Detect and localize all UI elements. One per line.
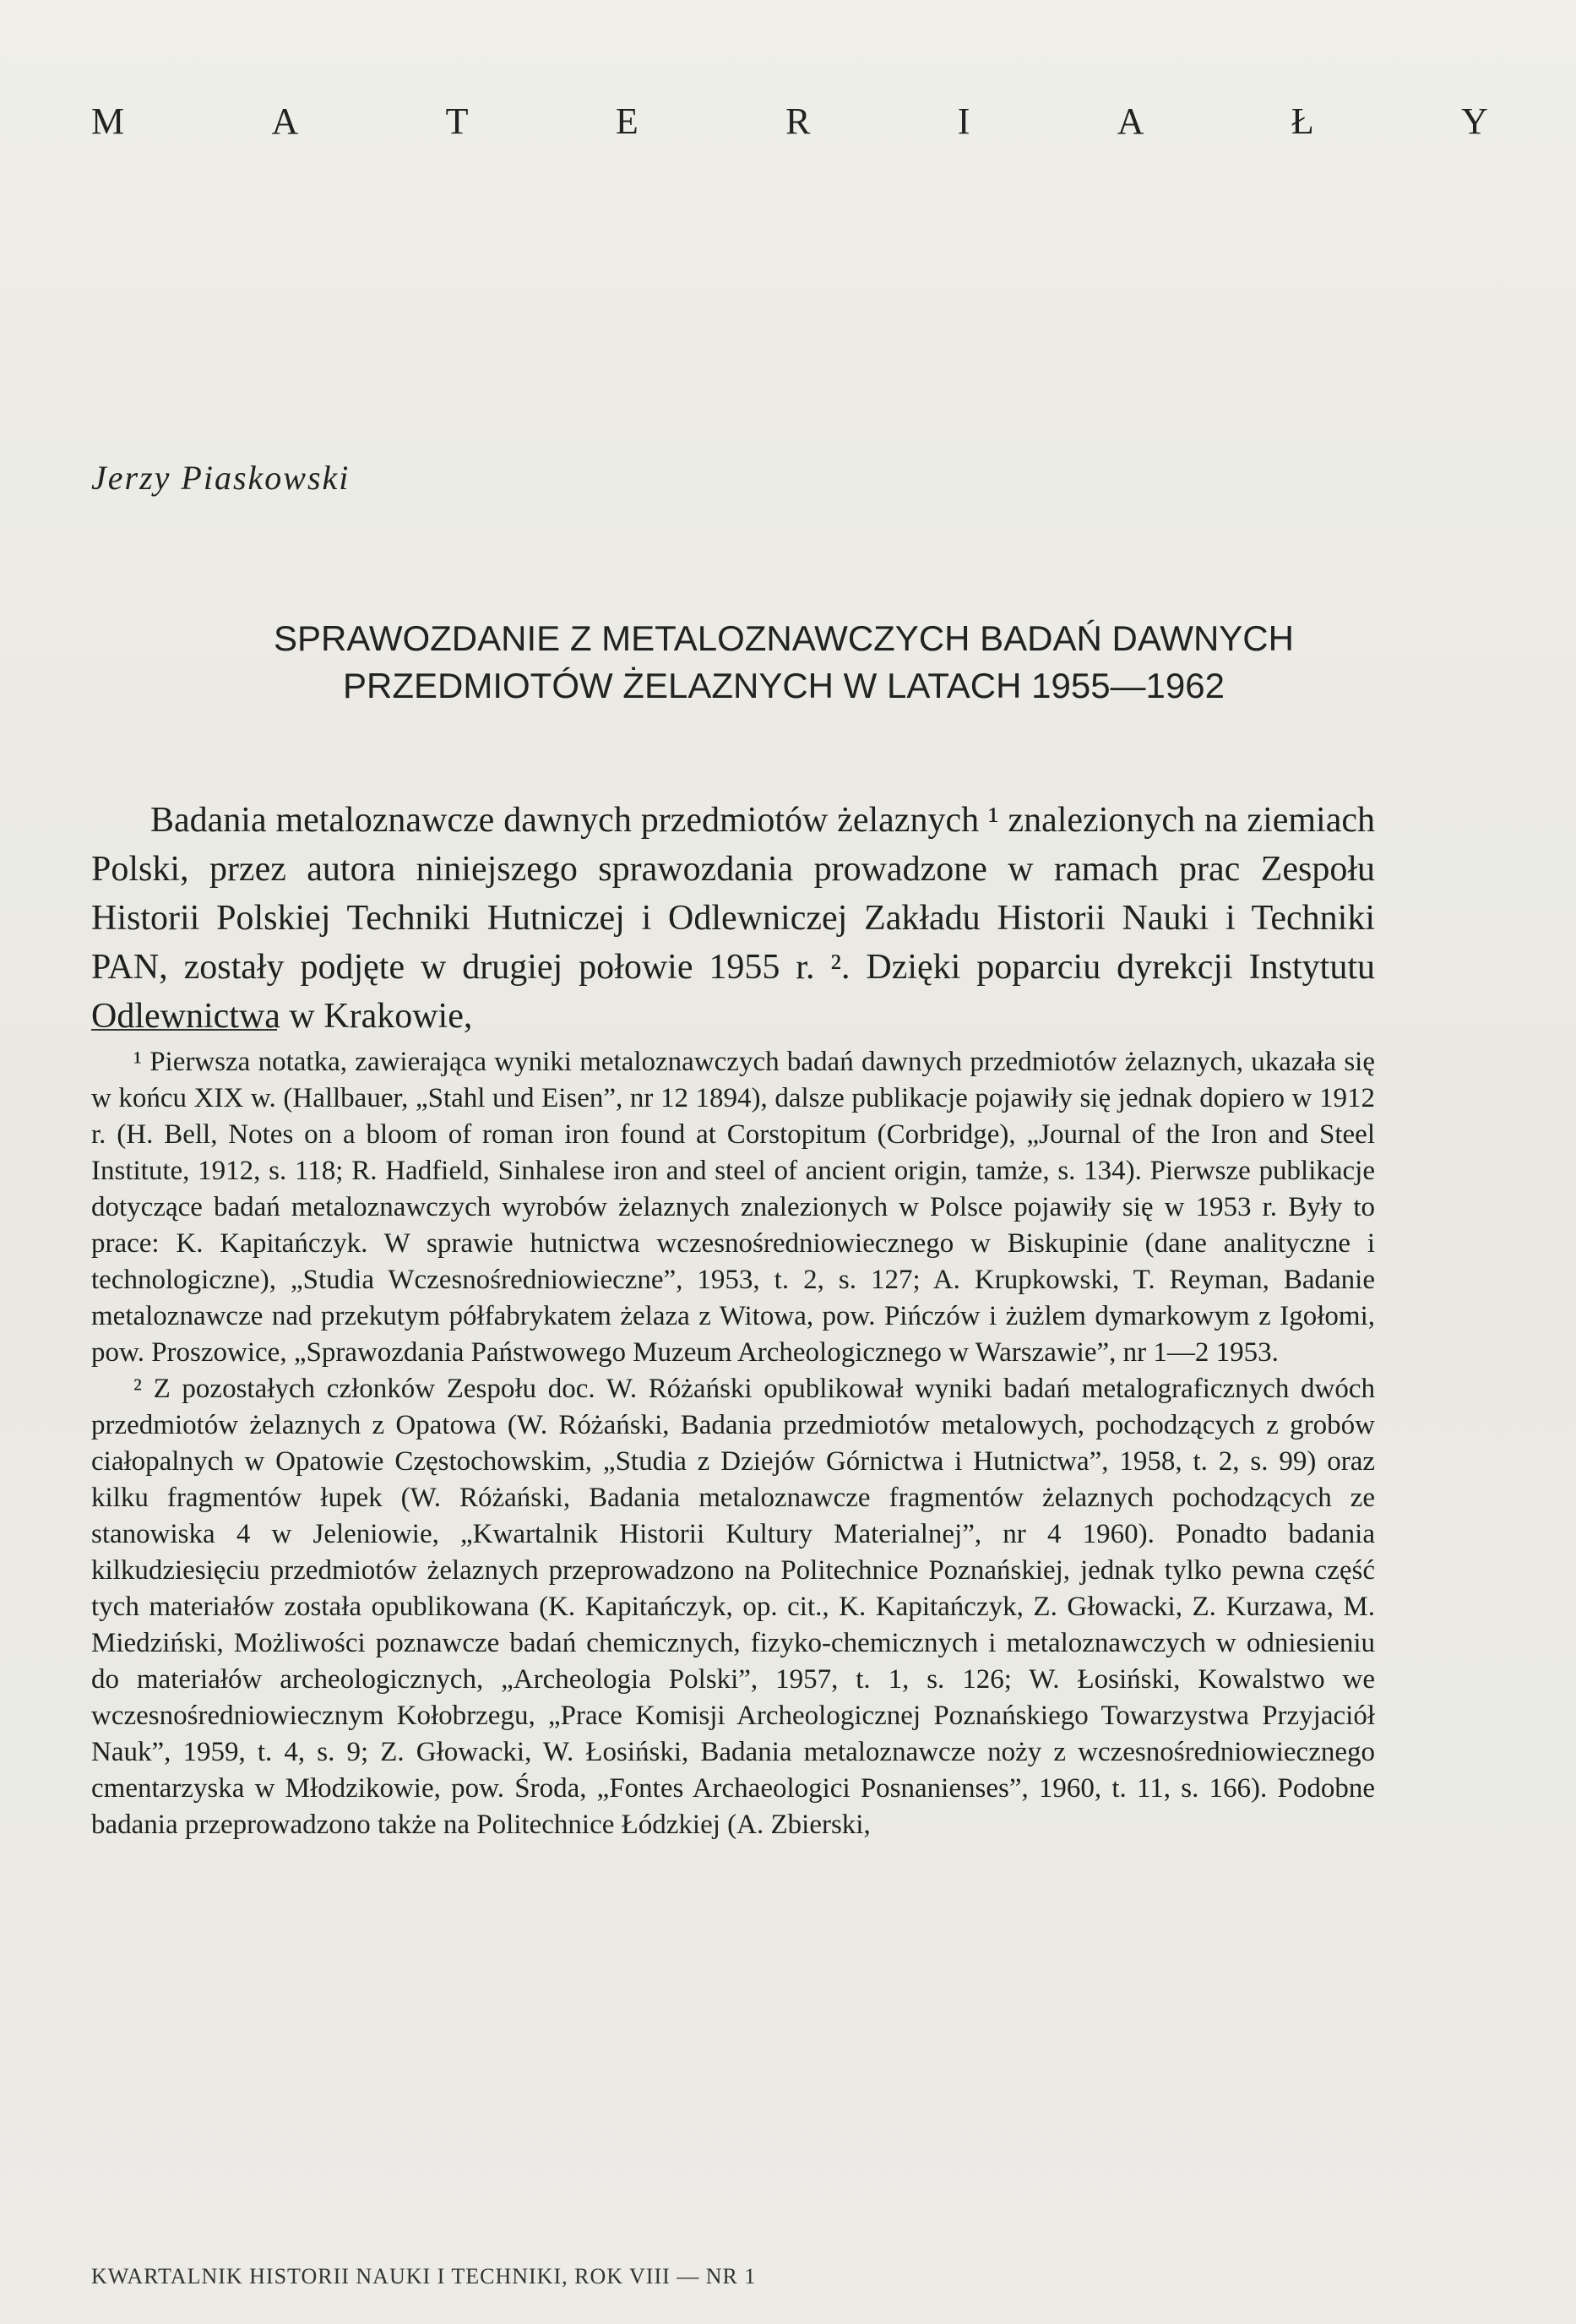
section-letter: A — [1117, 101, 1146, 142]
footnote-divider — [91, 1029, 277, 1031]
section-letter: Ł — [1291, 101, 1316, 142]
section-letter: Y — [1461, 101, 1490, 142]
article-title-line-1: SPRAWOZDANIE Z METALOZNAWCZYCH BADAŃ DAWNYCH — [274, 618, 1294, 658]
section-title — [91, 100, 1490, 143]
intro-paragraph: Badania metaloznawcze dawnych przedmiotów żelaznych ¹ znalezionych na ziemiach Polski, przez autora niniejszego sprawozdania prowadzone w ramach prac Zespołu Historii Polskiej Techniki Hutniczej i Odlewniczej Zakładu Historii Nauki i Techniki PAN, zostały podjęte w drugiej połowie 1955 r. ². Dzięki poparciu dyrekcji Instytutu Odlewnictwa w Krakowie, — [91, 801, 1375, 1036]
article-title-line-2: PRZEDMIOTÓW ŻELAZNYCH W LATACH 1955—1962 — [343, 666, 1225, 705]
footnote-2: ² Z pozostałych członków Zespołu doc. W. Różański opublikował wyniki badań metalograficznych dwóch przedmiotów żelaznych z Opatowa (W. Różański, Badania przedmiotów metalowych, pochodzących z grobów ciałopalnych w Opatowie Częstochowskim, „Studia z Dziejów Górnictwa i Hutnictwa”, 1958, t. 2, s. 99) oraz kilku fragmentów łupek (W. Różański, Badania metaloznawcze fragmentów żelaznych pochodzących ze stanowiska 4 w Jeleniowie, „Kwartalnik Historii Kultury Materialnej”, nr 4 1960). Ponadto badania kilkudziesięciu przedmiotów żelaznych przeprowadzono na Politechnice Poznańskiej, jednak tylko pewna część tych materiałów została opublikowana (K. Kapitańczyk, op. cit., K. Kapitańczyk, Z. Głowacki, Z. Kurzawa, M. Miedziński, Możliwości poznawcze badań chemicznych, fizyko-chemicznych i metaloznawczych w odniesieniu do materiałów archeologicznych, „Archeologia Polski”, 1957, t. 1, s. 126; W. Łosiński, Kowalstwo we wczesnośredniowiecznym Kołobrzegu, „Prace Komisji Archeologicznej Poznańskiego Towarzystwa Przyjaciół Nauk”, 1959, t. 4, s. 9; Z. Głowacki, W. Łosiński, Badania metaloznawcze noży z wczesnośredniowiecznego cmentarzyska w Młodzikowie, pow. Środa, „Fontes Archaeologici Posnanienses”, 1960, t. 11, s. 166). Podobne badania przeprowadzono także na Politechnice Łódzkiej (A. Zbierski, — [91, 1374, 1375, 1840]
author-name: Jerzy Piaskowski — [91, 459, 351, 497]
section-letter: E — [615, 101, 640, 142]
page-footer: KWARTALNIK HISTORII NAUKI I TECHNIKI, ROK VIII — NR 1 — [91, 2264, 757, 2289]
section-letter: R — [785, 101, 812, 142]
footnote-1: ¹ Pierwsza notatka, zawierająca wyniki metaloznawczych badań dawnych przedmiotów żelaznych, ukazała się w końcu XIX w. (Hallbauer, „Stahl und Eisen”, nr 12 1894), dalsze publikacje pojawiły się jednak dopiero w 1912 r. (H. Bell, Notes on a bloom of roman iron found at Corstopitum (Corbridge), „Journal of the Iron and Steel Institute, 1912, s. 118; R. Hadfield, Sinhalese iron and steel of ancient origin, tamże, s. 134). Pierwsze publikacje dotyczące badań metaloznawczych wyrobów żelaznych znalezionych w Polsce pojawiły się w 1953 r. Były to prace: K. Kapitańczyk. W sprawie hutnictwa wczesnośredniowiecznego w Biskupinie (dane analityczne i technologiczne), „Studia Wczesnośredniowieczne”, 1953, t. 2, s. 127; A. Krupkowski, T. Reyman, Badanie metaloznawcze nad przekutym półfabrykatem żelaza z Witowa, pow. Pińczów i żużlem dymarkowym z Igołomi, pow. Proszowice, „Sprawozdania Państwowego Muzeum Archeologicznego w Warszawie”, nr 1—2 1953. — [91, 1047, 1375, 1368]
section-letter: A — [271, 101, 301, 142]
section-letter: T — [445, 101, 470, 142]
section-letter: I — [957, 101, 972, 142]
section-letter: M — [91, 101, 127, 142]
footnotes — [91, 1044, 1375, 1843]
article-title — [91, 615, 1476, 710]
